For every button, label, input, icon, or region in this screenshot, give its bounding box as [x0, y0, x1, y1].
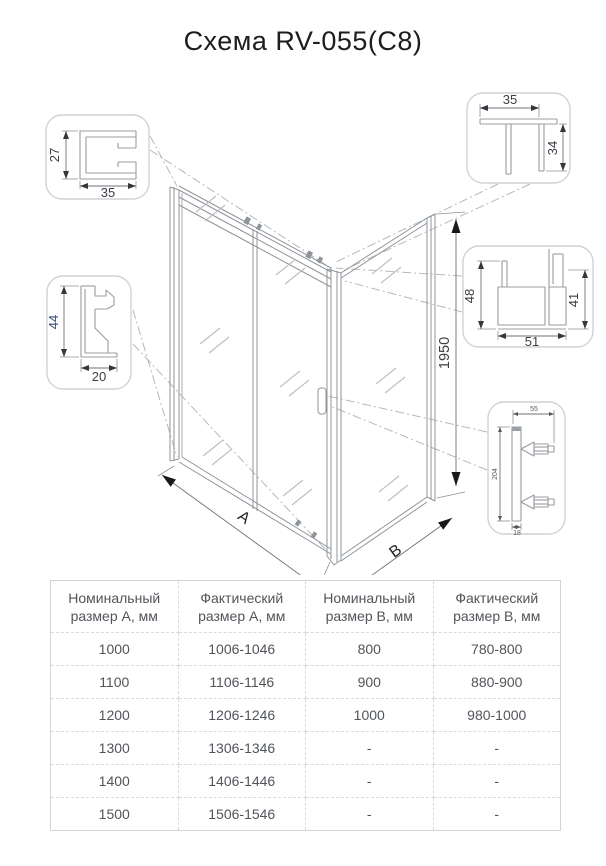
handle-depth-label: 18 — [513, 530, 521, 537]
left-wall-profile — [170, 187, 182, 461]
detail-top-rail-profile — [467, 92, 570, 183]
table-header-cell: Номинальный размер B, мм — [306, 581, 434, 633]
table-cell: - — [433, 765, 561, 798]
handle-width-label: 55 — [530, 406, 538, 413]
table-cell: 980-1000 — [433, 699, 561, 732]
table-cell: 1100 — [51, 666, 179, 699]
table-cell: 780-800 — [433, 633, 561, 666]
door-roller — [256, 223, 262, 230]
table-cell: - — [306, 765, 434, 798]
corner-post — [327, 267, 341, 565]
width-dimension-A — [158, 466, 330, 575]
top-rail-height-label: 34 — [545, 140, 560, 156]
bottom-rail-left-height-label: 48 — [462, 288, 477, 304]
table-header-row — [51, 581, 561, 633]
bottom-profile-height-label: 44 — [46, 314, 61, 330]
wall-profile-height-label: 27 — [47, 147, 62, 163]
glass-shine-marks — [196, 196, 408, 505]
table-cell: - — [306, 798, 434, 831]
table-cell: 880-900 — [433, 666, 561, 699]
table-row — [51, 798, 561, 831]
depth-dimension-label: B — [386, 541, 406, 562]
table-cell: 1306-1346 — [178, 732, 306, 765]
table-row — [51, 699, 561, 732]
detail-bottom-profile-left — [46, 276, 131, 389]
table-cell: 1200 — [51, 699, 179, 732]
detail-bottom-rail-profile — [462, 246, 593, 349]
side-panel — [341, 214, 435, 561]
size-table — [50, 580, 561, 831]
width-dimension-label: A — [234, 507, 254, 528]
table-cell: 1406-1446 — [178, 765, 306, 798]
bottom-profile-width-label: 20 — [91, 369, 107, 384]
enclosure-drawing — [170, 186, 435, 565]
page-title: Схема RV-055(C8) — [183, 26, 423, 56]
table-row — [51, 732, 561, 765]
wall-profile-width-label: 35 — [100, 185, 116, 200]
detail-handle — [488, 402, 565, 537]
door-guide — [295, 519, 302, 526]
table-cell: 1206-1246 — [178, 699, 306, 732]
table-header-cell: Номинальный размер A, мм — [51, 581, 179, 633]
handle-height-label: 204 — [492, 468, 499, 480]
table-cell: 900 — [306, 666, 434, 699]
door-roller — [243, 216, 251, 225]
table-cell: 1400 — [51, 765, 179, 798]
door-handle — [318, 388, 326, 414]
bottom-rail — [179, 457, 331, 554]
table-cell: 1300 — [51, 732, 179, 765]
table-row — [51, 765, 561, 798]
bottom-rail-width-label: 51 — [524, 334, 540, 349]
table-cell: 1006-1046 — [178, 633, 306, 666]
centre-stile — [253, 229, 257, 511]
table-cell: 1106-1146 — [178, 666, 306, 699]
table-cell: - — [433, 798, 561, 831]
top-rail-width-label: 35 — [502, 92, 518, 107]
top-rail — [179, 186, 331, 287]
table-row — [51, 666, 561, 699]
table-cell: - — [306, 732, 434, 765]
detail-wall-profile-top — [46, 115, 149, 200]
table-header-cell: Фактический размер B, мм — [433, 581, 561, 633]
table-cell: - — [433, 732, 561, 765]
table-header-cell: Фактический размер A, мм — [178, 581, 306, 633]
bottom-rail-right-height-label: 41 — [566, 292, 581, 308]
table-cell: 800 — [306, 633, 434, 666]
table-row — [51, 633, 561, 666]
height-dimension-label: 1950 — [437, 336, 453, 370]
table-cell: 1506-1546 — [178, 798, 306, 831]
table-cell: 1000 — [306, 699, 434, 732]
table-cell: 1000 — [51, 633, 179, 666]
table-cell: 1500 — [51, 798, 179, 831]
